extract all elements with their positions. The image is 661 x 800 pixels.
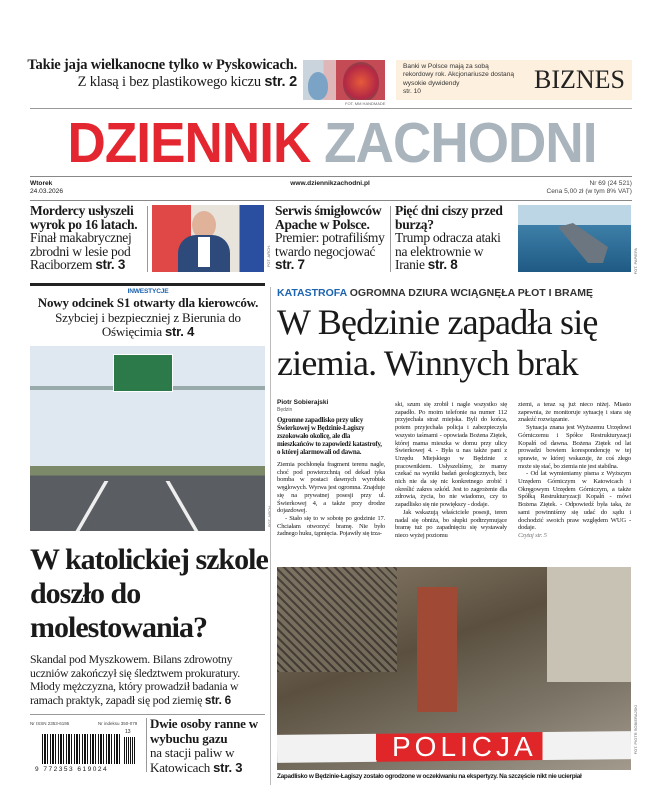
photo-credit: FOT. ARCH. — [266, 245, 271, 268]
story-deck: Skandal pod Myszkowem. Bilans zdrowotny uczniów zakończył się śledztwem prokuratury. Młody mężczyzna, który prowadził badania w ramach praktyk, zapadł się pod ziemię — [30, 652, 241, 707]
index-number: Nr indeksu 350-079 — [98, 721, 138, 726]
paragraph: ziemi, a teraz są już nieco niżej. Miasto zapewnia, że monitoruje sytuację i stara się znaleźć rozwiązanie. — [518, 401, 631, 424]
teaser-murder[interactable] — [30, 204, 146, 272]
main-headline[interactable]: W Będzinie zapadła się ziemia. Winnych brak — [277, 302, 598, 383]
masthead[interactable] — [53, 112, 611, 174]
story-headline: Nowy odcinek S1 otwarty dla kierowców. — [37, 295, 259, 310]
photo-credit: FOT. PIOTR SOBIERAJSKI — [633, 705, 638, 755]
warship-photo — [518, 205, 631, 272]
section-kicker: KATASTROFA — [277, 287, 347, 299]
sinkhole-photo — [277, 567, 631, 770]
school-story[interactable] — [30, 543, 268, 707]
main-kicker — [277, 287, 593, 299]
barcode-addon-digits: 13 — [125, 729, 131, 735]
teaser-trump[interactable] — [395, 204, 515, 272]
article-col-1 — [277, 399, 385, 538]
paragraph: - Stało się to w sobotę po godzinie 17. Chciałam otworzyć bramę. Nie było żadnego huku, tąpnięcia. Pojawiły się trza- — [277, 514, 385, 538]
teaser-deck: Finał makabrycznej zbrodni w lesie pod Raciborzem — [30, 230, 132, 272]
gas-story[interactable] — [150, 717, 270, 775]
lead: Ogromne zapadlisko przy ulicy Świerkowej w Będzinie-Łagiszy zszokowało okolicę, ale dla mieszkańców to zapowiedź katastrofy, o której alarmowali od dawna. — [277, 417, 382, 456]
photo-caption: Zapadlisko w Będzinie-Łagiszy zostało ogrodzone w oczekiwaniu na ekspertyzy. Na szczęście nikt nie ucierpiał — [277, 773, 582, 780]
article-col-2 — [395, 401, 507, 540]
dateline — [30, 180, 632, 198]
biznes-box[interactable] — [396, 60, 632, 100]
teaser-headline: Mordercy usłyszeli wyrok po 16 latach. — [30, 203, 138, 232]
biznes-text: Banki w Polsce mają za sobą rekordowy rok. Akcjonariusze dostaną wysokie dywidendy — [403, 63, 515, 87]
page-ref: str. 10 — [403, 87, 421, 95]
teaser-apache[interactable] — [275, 204, 388, 272]
story-deck: Szybciej i bezpieczniej z Bierunia do Oświęcimia — [55, 309, 241, 339]
paragraph: Jak wskazują właściciele posesji, teren nadal się obniża, bo słupki podtrzymujące bramę tuż po zapadnięciu się wystawały nieco wyżej poziomu — [395, 508, 507, 539]
photo-credit: FOT. MM HANDMADE — [345, 101, 386, 106]
police-tape-text: POLICJA — [392, 731, 537, 762]
teaser-headline: Serwis śmigłowców Apache w Polsce. — [275, 203, 382, 232]
issue-number: Nr 69 (24 521) — [589, 180, 632, 187]
teaser-deck: Premier: potrafiliśmy twardo negocjować — [275, 230, 385, 259]
barcode — [42, 734, 120, 764]
website-link[interactable]: www.dziennikzachodni.pl — [290, 180, 370, 187]
premier-photo — [152, 205, 264, 272]
location: Będzin — [277, 407, 293, 413]
paragraph: Sytuacja znana jest Wyższemu Urzędowi Górniczemu i Spółce Restrukturyzacji Kopalń od dawna. Bożena Ziętek od lat prowadzi bowiem korespondencję w tej sprawie, w której wskazuje, że coś złego może się stać, bo ziemia nie jest stabilna. — [518, 424, 631, 470]
price: Cena 5,00 zł (w tym 8% VAT) — [546, 188, 632, 195]
issn: Nr ISSN 2353-6195 — [30, 721, 70, 726]
continued-link[interactable]: Czytaj str. 5 — [518, 531, 547, 539]
teaser-deck: Trump odracza ataki na elektrownie w Iranie — [395, 230, 501, 272]
paragraph: Ziemia pochłonęła fragment terenu nagle, choć pod powierzchnią od dekad tyka bomba w postaci dawnych wyrobisk węglowych. Wyrwa jest ogromna. Znajduje się na prywatnej posesji przy ul. Świerkowej 4, a także przy drodze dojazdowej. — [277, 461, 385, 515]
page-ref: str. 7 — [275, 257, 305, 272]
weekday: Wtorek — [30, 180, 53, 187]
masthead-dziennik: DZIENNIK — [67, 111, 311, 175]
top-teaser[interactable] — [0, 57, 297, 91]
easter-eggs-photo — [303, 60, 385, 100]
barcode-addon — [124, 737, 136, 764]
top-teaser-headline: Takie jaja wielkanocne tylko w Pyskowicach. — [27, 57, 297, 73]
teaser-headline: Pięć dni ciszy przed burzą? — [395, 203, 503, 232]
biznes-label: BIZNES — [534, 65, 625, 94]
page-ref: str. 8 — [427, 257, 458, 272]
section-kicker: INWESTYCJE — [127, 288, 169, 295]
page-ref: str. 4 — [165, 324, 195, 339]
photo-credit: FOT. PAP/EPA — [633, 248, 638, 275]
page-ref: str. 3 — [95, 257, 126, 272]
page-ref: str. 3 — [213, 759, 243, 775]
page-ref: str. 2 — [264, 74, 297, 90]
page-ref: str. 6 — [204, 692, 231, 707]
story-headline: W katolickiej szkole doszło do molestowania? — [30, 543, 268, 644]
article-col-3 — [518, 401, 631, 540]
story-deck: na stacji paliw w Katowicach — [150, 745, 235, 775]
author: Piotr Sobierajski — [277, 399, 329, 406]
paragraph: - Od lat wymieniamy pisma z Wyższym Urzędem Górniczym w Katowicach i Okręgowym Urzędem Górniczym, a także Spółką Restrukturyzacji Kopalń - mówi Bożena Ziętek. - Odpowiedź była taka, że sami powinniśmy się udać do sądu i dochodzić swoich praw względem WUG - dodaje. — [518, 470, 631, 532]
road-s1-photo — [30, 346, 265, 531]
paragraph: ski, szum się zrobił i nagle wszystko się zapadło. Po moim telefonie na numer 112 przyjechała straż miejska. Byli do końca, potem przyjechała policja i zabezpieczyła wszysto taśmami - opowiada Bożena Ziętek, której mama mieszka w domu przy ulicy Świerkowej 4. - Była u nas także pani z Urzędu Miejskiego w Będzinie z pracownikiem. Usłyszeliśmy, że mamy czekać na wyniki badań geologicznych, bez nich nie da się nic konkretnego zrobić i określić zakres szkód. Jest to zagrożenie dla zdrowia, życia, bo nie wiadomo, czy to zapadlisko się nie powiększy - dodaje. — [395, 401, 507, 509]
masthead-zachodni: ZACHODNI — [324, 111, 597, 175]
story-headline: Dwie osoby ranne w wybuchu gazu — [150, 716, 258, 746]
top-teaser-deck: Z klasą i bez plastikowego kiczu — [77, 74, 261, 90]
kicker-text: OGROMNA DZIURA WCIĄGNĘŁA PŁOT I BRAMĘ — [349, 287, 593, 299]
barcode-digits: 9 772353 619024 — [35, 766, 109, 773]
date: 24.03.2026 — [30, 188, 64, 195]
investments-story[interactable] — [28, 288, 268, 340]
